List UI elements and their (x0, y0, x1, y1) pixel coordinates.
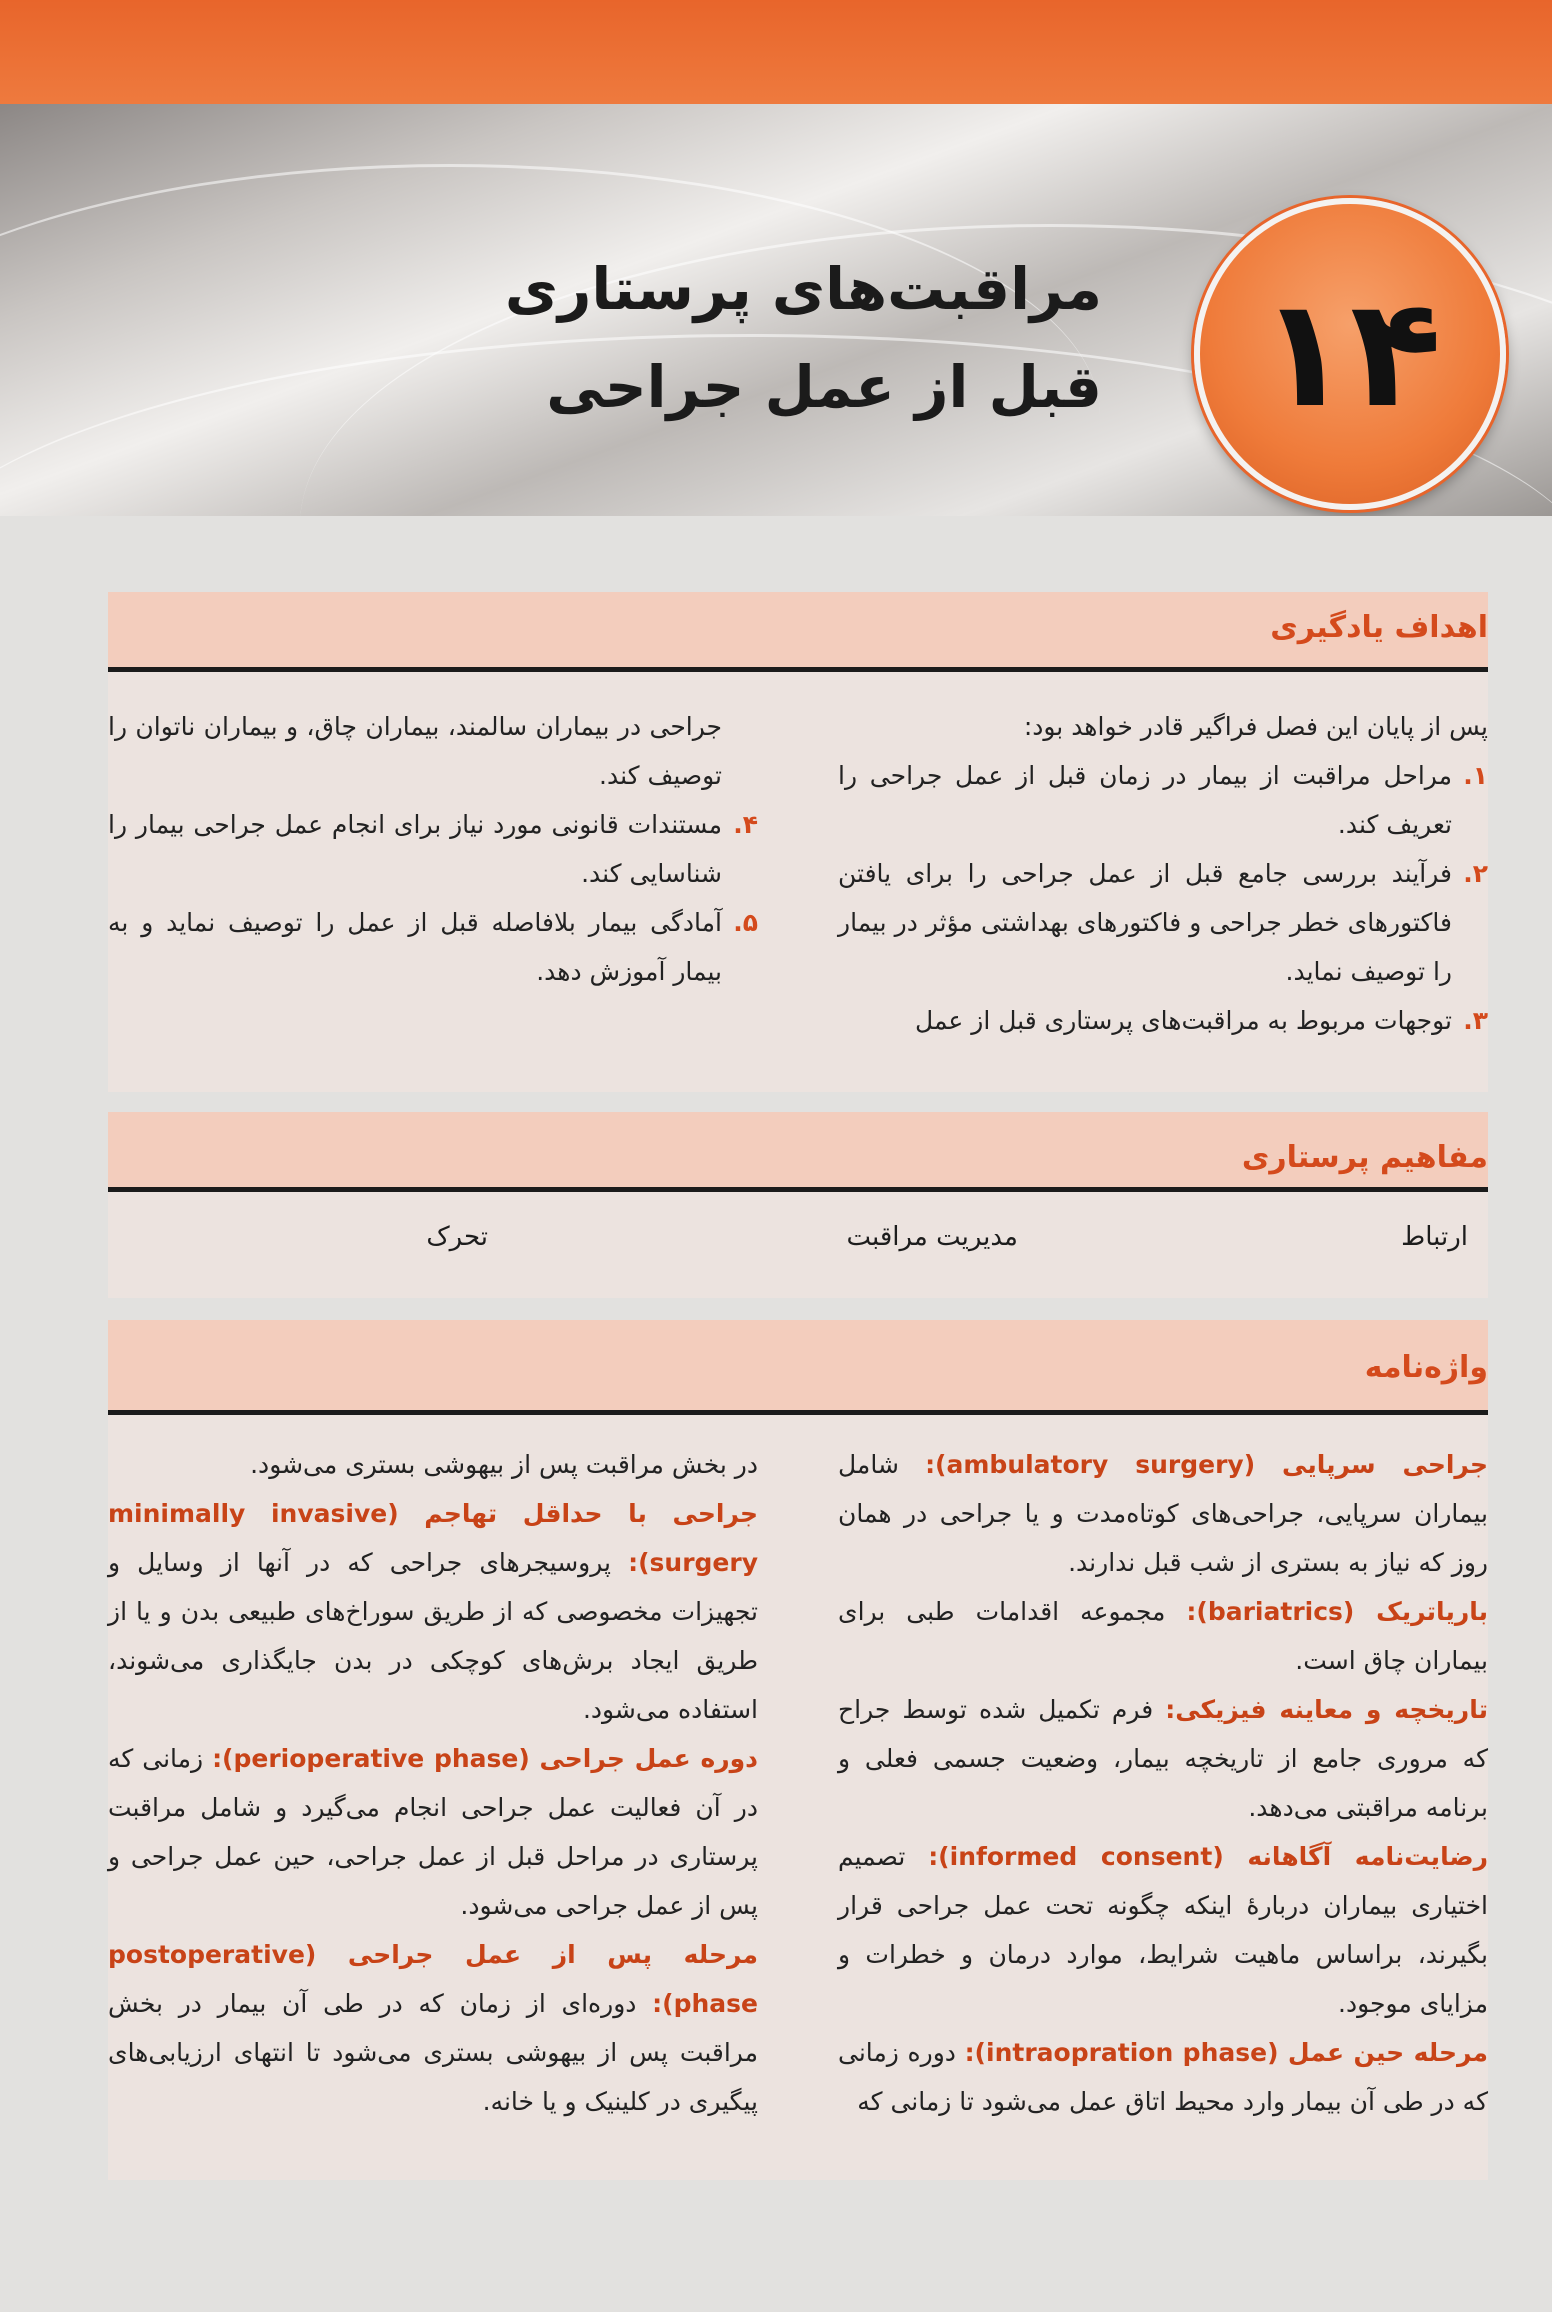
objectives-heading: اهداف یادگیری (1270, 610, 1488, 645)
glossary-def: دوره زمانی که در طی آن بیمار وارد محیط اتاق عمل می‌شود تا زمانی که (838, 2038, 1488, 2116)
glossary-def: تصمیم اختیاری بیماران دربارهٔ اینکه چگونه تحت عمل جراحی قرار بگیرند، براساس ماهیت شرایط، موارد درمان و خطرات و مزایای موجود. (838, 1842, 1488, 2018)
list-number: ۱. (1463, 761, 1488, 790)
glossary-section (108, 1320, 1488, 2180)
chapter-title-line2: قبل از عمل جراحی (546, 353, 1102, 421)
list-text: مراحل مراقبت از بیمار در زمان قبل از عمل جراحی را تعریف کند. (838, 761, 1452, 839)
list-item (838, 996, 1488, 1045)
concept-item: تحرک (426, 1222, 488, 1252)
glossary-term: جراحی با حداقل تهاجم (minimally invasive surgery): (108, 1499, 759, 1577)
glossary-term: مرحله پس از عمل جراحی (postoperative phase): (108, 1940, 758, 2018)
objectives-col-right (838, 702, 1488, 1045)
glossary-term: جراحی سرپایی (ambulatory surgery): (925, 1450, 1488, 1479)
glossary-entry (838, 1832, 1488, 2028)
glossary-def: فرم تکمیل شده توسط جراح که مروری جامع از تاریخچه بیمار، وضعیت جسمی فعلی و برنامه مراقبتی می‌دهد. (838, 1695, 1488, 1822)
glossary-header (108, 1320, 1488, 1415)
glossary-def: مجموعه اقدامات طبی برای بیماران چاق است. (838, 1597, 1488, 1675)
concepts-section (108, 1112, 1488, 1298)
list-number: ۲. (1463, 859, 1488, 888)
glossary-entry (108, 1930, 758, 2126)
list-text: توجهات مربوط به مراقبت‌های پرستاری قبل از عمل (915, 1006, 1452, 1035)
concepts-header (108, 1112, 1488, 1192)
list-item (838, 849, 1488, 996)
objectives-body (108, 672, 1488, 1092)
glossary-entry (108, 1440, 758, 1489)
glossary-entry (838, 1685, 1488, 1832)
chapter-title (402, 240, 1102, 436)
glossary-term: مرحله حین عمل (intraopration phase): (964, 2038, 1489, 2067)
glossary-col-right (838, 1440, 1488, 2126)
concepts-heading: مفاهیم پرستاری (1241, 1140, 1488, 1175)
glossary-term: باریاتریک (bariatrics): (1186, 1597, 1488, 1626)
list-text: آمادگی بیمار بلافاصله قبل از عمل را توصیف نماید و به بیمار آموزش دهد. (108, 908, 722, 986)
objectives-col-left (108, 702, 758, 996)
objectives-intro: پس از پایان این فصل فراگیر قادر خواهد بود: (1023, 712, 1488, 741)
glossary-entry (108, 1734, 758, 1930)
concept-item: مدیریت مراقبت (846, 1222, 1018, 1252)
list-item (108, 702, 722, 800)
chapter-title-line1: مراقبت‌های پرستاری (504, 255, 1102, 323)
top-orange-stripe (0, 0, 1552, 104)
list-item (108, 800, 758, 898)
list-number: ۴. (733, 810, 758, 839)
glossary-entry (838, 1587, 1488, 1685)
list-number: ۳. (1463, 1006, 1488, 1035)
chapter-number: ۱۴ (1258, 267, 1442, 441)
glossary-col-left (108, 1440, 758, 2126)
objectives-list (838, 751, 1488, 1045)
glossary-body (108, 1415, 1488, 2180)
glossary-entry (108, 1489, 758, 1734)
objectives-section (108, 592, 1488, 1092)
glossary-term: دوره عمل جراحی (perioperative phase): (212, 1744, 758, 1773)
list-item (108, 898, 758, 996)
glossary-entry (838, 2028, 1488, 2126)
glossary-heading: واژه‌نامه (1364, 1350, 1488, 1385)
glossary-def: شامل بیماران سرپایی، جراحی‌های کوتاه‌مدت و یا جراحی در همان روز که نیاز به بستری از شب قبل ندارند. (838, 1450, 1488, 1577)
glossary-entry (838, 1440, 1488, 1587)
list-text: مستندات قانونی مورد نیاز برای انجام عمل جراحی بیمار را شناسایی کند. (108, 810, 722, 888)
concepts-body (108, 1192, 1488, 1298)
list-text: جراحی در بیماران سالمند، بیماران چاق، و بیماران ناتوان را توصیف کند. (108, 712, 722, 790)
chapter-number-badge (1194, 198, 1506, 510)
glossary-def: دوره‌ای از زمان که در طی آن بیمار در بخش مراقبت پس از بیهوشی بستری می‌شود تا انتهای ارزیابی‌های پیگیری در کلینیک و یا خانه. (108, 1989, 758, 2116)
concepts-row (108, 1192, 1488, 1298)
list-item (838, 751, 1488, 849)
list-text: فرآیند بررسی جامع قبل از عمل جراحی را برای یافتن فاکتورهای خطر جراحی و فاکتورهای بهداشتی مؤثر در بیمار را توصیف نماید. (838, 859, 1452, 986)
list-number: ۵. (733, 908, 758, 937)
glossary-term: تاریخچه و معاینه فیزیکی: (1165, 1695, 1488, 1724)
concept-item: ارتباط (1401, 1222, 1468, 1252)
glossary-term: رضایت‌نامه آگاهانه (informed consent): (928, 1842, 1489, 1871)
objectives-list-cont (108, 702, 758, 996)
objectives-header (108, 592, 1488, 672)
glossary-def: در بخش مراقبت پس از بیهوشی بستری می‌شود. (250, 1450, 758, 1479)
glossary-def: پروسیجرهای جراحی که در آنها از وسایل و تجهیزات مخصوصی که از طریق سوراخ‌های طبیعی بدن و یا از طریق ایجاد برش‌های کوچکی در بدن جایگذاری می‌شوند، استفاده می‌شود. (108, 1548, 758, 1724)
glossary-def: زمانی که در آن فعالیت عمل جراحی انجام می‌گیرد و شامل مراقبت پرستاری در مراحل قبل از عمل جراحی، حین عمل جراحی و پس از عمل جراحی می‌شود. (108, 1744, 758, 1920)
